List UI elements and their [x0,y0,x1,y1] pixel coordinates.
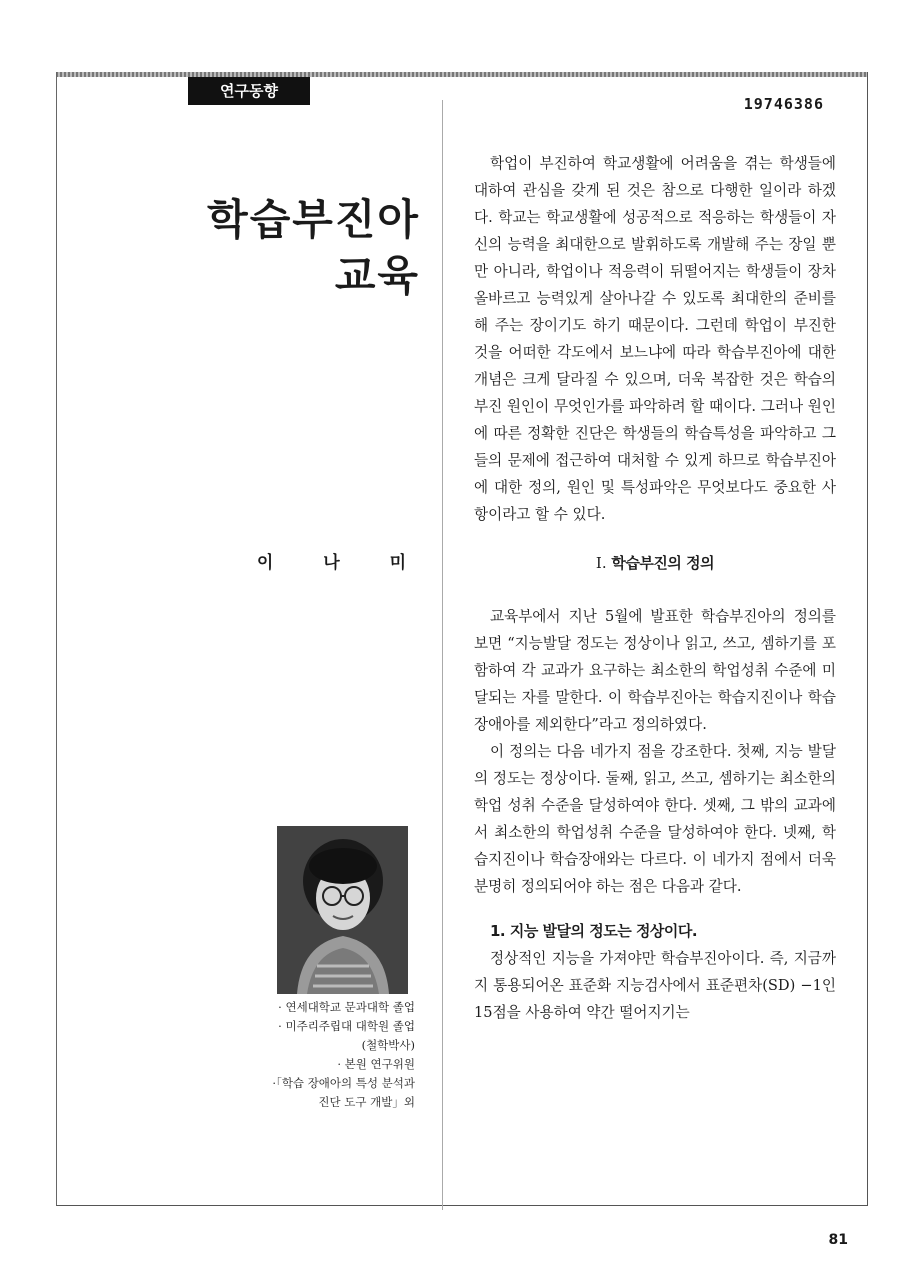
bio-line: · 미주리주립대 대학원 졸업 [278,1019,415,1033]
section-tag: 연구동향 [188,77,310,105]
section-heading [474,550,836,577]
sub-heading: 1. 지능 발달의 정도는 정상이다. [490,922,698,940]
article-title-line-2: 교육 [334,251,420,300]
bio-line: (철학박사) [361,1038,415,1052]
author-name: 이 나 미 [256,553,420,573]
article-body [474,150,836,1026]
section-title: 학습부진의 정의 [611,554,715,572]
bio-line: · 연세대학교 문과대학 졸업 [278,1000,415,1014]
article-title [140,192,420,304]
intro-paragraph: 학업이 부진하여 학교생활에 어려움을 겪는 학생들에 대하여 관심을 갖게 된 것은 참으로 다행한 일이라 하겠다. 학교는 학교생활에 성공적으로 적응하는 학생들이 자신의 능력을 최대한으로 발휘하도록 개발해 주는 장일 뿐만 아니라, 학업이나 적응력이 뒤떨어지는 학생들이 장차 올바르고 능력있게 살아나갈 수 있도록 최대한의 준비를 해 주는 장이기도 하기 때문이다. 그런데 학업이 부진한 것을 어떠한 각도에서 보느냐에 따라 학습부진아에 대한 개념은 크게 달라질 수 있으며, 더욱 복잡한 것은 학습의 부진 원인이 무엇인가를 파악하려 할 때이다. 그러나 원인에 따른 정확한 진단은 학생들의 학습특성을 파악하고 그들의 문제에 접근하여 대처할 수 있게 하므로 학습부진아에 대한 정의, 원인 및 특성파악은 무엇보다도 중요한 사항이라고 할 수 있다. [474,155,836,523]
bio-line: · 본원 연구위원 [337,1057,415,1071]
body-paragraph: 교육부에서 지난 5월에 발표한 학습부진아의 정의를 보면 “지능발달 정도는 정상이나 읽고, 쓰고, 셈하기를 포함하여 각 교과가 요구하는 최소한의 학업성취 수준에 미달되는 자를 말한다. 이 학습부진아는 학습지진이나 학습장애아를 제외한다”라고 정의하였다. [474,608,836,733]
bio-line: ·「학습 장애아의 특성 분석과 [272,1076,415,1090]
article-title-line-1: 학습부진아 [207,195,420,244]
author-portrait-image [277,826,408,994]
page-number: 81 [828,1232,848,1248]
section-number: Ⅰ. [595,554,607,572]
author-photo [277,826,408,994]
body-paragraph: 정상적인 지능을 가져야만 학습부진아이다. 즉, 지금까지 통용되어온 표준화 지능검사에서 표준편차(SD) −1인 15점을 사용하여 약간 떨어지기는 [474,950,836,1021]
document-number: 19746386 [743,95,824,113]
author-bio [210,998,415,1112]
body-paragraph: 이 정의는 다음 네가지 점을 강조한다. 첫째, 지능 발달의 정도는 정상이다. 둘째, 읽고, 쓰고, 셈하기는 최소한의 학업 성취 수준을 달성하여야 한다. 셋째, 그 밖의 교과에서 최소한의 학업성취 수준을 달성하여야 한다. 넷째, 학습지진이나 학습장애와는 다르다. 이 네가지 점에서 더욱 분명히 정의되어야 하는 점은 다음과 같다. [474,743,836,895]
column-divider [442,100,443,1210]
bio-line: 진단 도구 개발」외 [318,1095,415,1109]
